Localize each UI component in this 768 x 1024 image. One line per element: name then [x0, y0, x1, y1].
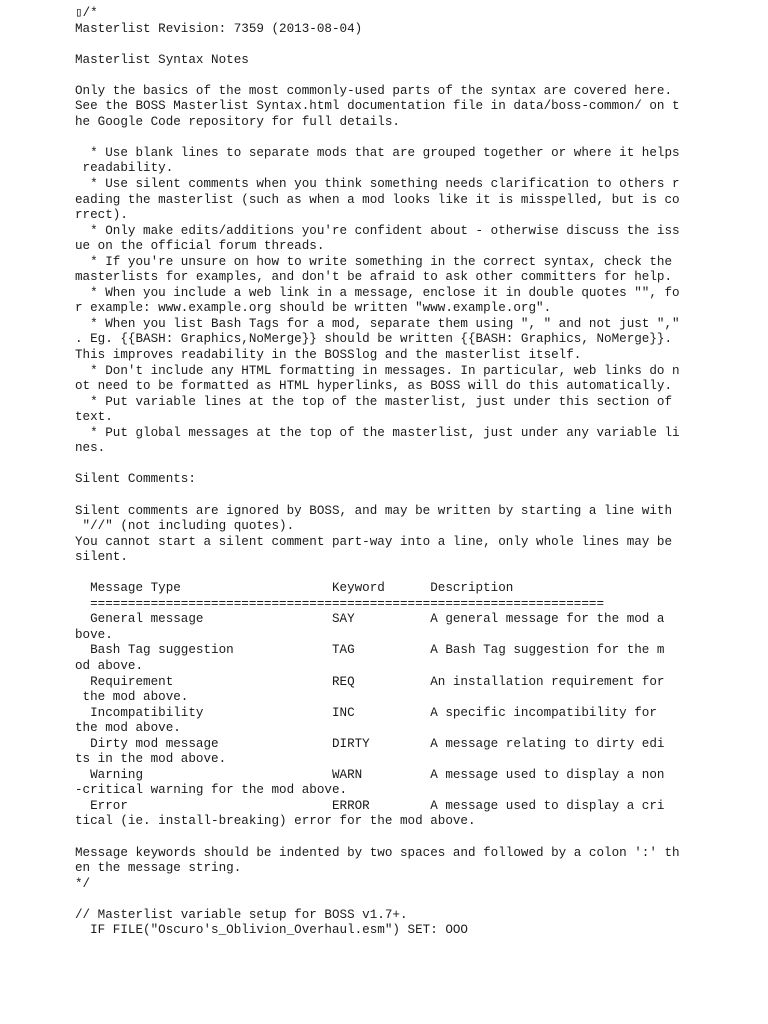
- text-line: . Eg. {{BASH: Graphics,NoMerge}} should be written {{BASH: Graphics, NoMerge}}.: [75, 332, 673, 347]
- text-line: readability.: [75, 161, 174, 176]
- text-line: "//" (not including quotes).: [75, 519, 295, 534]
- text-line: General message SAY A general message for the mod a: [75, 612, 665, 627]
- text-line: Warning WARN A message used to display a non: [75, 767, 665, 782]
- text-line: See the BOSS Masterlist Syntax.html documentation file in data/boss-common/ on t: [75, 99, 680, 114]
- text-line: * If you're unsure on how to write something in the correct syntax, check the: [75, 254, 673, 269]
- text-line: Silent Comments:: [75, 472, 196, 487]
- text-line: silent.: [75, 550, 128, 565]
- text-line: Message keywords should be indented by two spaces and followed by a colon ':' th: [75, 845, 680, 860]
- text-line: Message Type Keyword Description: [75, 581, 514, 596]
- text-line: ts in the mod above.: [75, 752, 227, 767]
- text-line: You cannot start a silent comment part-way into a line, only whole lines may be: [75, 534, 673, 549]
- text-line: * Only make edits/additions you're confident about - otherwise discuss the iss: [75, 223, 680, 238]
- text-line: the mod above.: [75, 690, 189, 705]
- text-line: * When you list Bash Tags for a mod, separate them using ", " and not just ",": [75, 316, 680, 331]
- text-line: nes.: [75, 441, 106, 456]
- text-line: ====================================================================: [75, 596, 605, 611]
- text-line: ▯/*: [75, 6, 98, 20]
- text-line: * Don't include any HTML formatting in messages. In particular, web links do n: [75, 363, 680, 378]
- masterlist-text: [75, 6, 755, 939]
- text-line: tical (ie. install-breaking) error for the mod above.: [75, 814, 476, 829]
- text-line: bove.: [75, 627, 113, 642]
- text-line: This improves readability in the BOSSlog and the masterlist itself.: [75, 348, 582, 363]
- text-line: ot need to be formatted as HTML hyperlinks, as BOSS will do this automatically.: [75, 379, 673, 394]
- text-line: Masterlist Revision: 7359 (2013-08-04): [75, 21, 363, 36]
- text-line: masterlists for examples, and don't be afraid to ask other committers for help.: [75, 270, 673, 285]
- text-line: IF FILE("Oscuro's_Oblivion_Overhaul.esm") SET: OOO: [75, 923, 468, 938]
- text-line: * Put variable lines at the top of the masterlist, just under this section of: [75, 394, 673, 409]
- text-line: // Masterlist variable setup for BOSS v1.7+.: [75, 907, 408, 922]
- text-line: [75, 130, 755, 146]
- text-line: [75, 892, 755, 908]
- text-line: r example: www.example.org should be written "www.example.org".: [75, 301, 552, 316]
- text-line: Error ERROR A message used to display a cri: [75, 798, 665, 813]
- text-line: * Use silent comments when you think something needs clarification to others r: [75, 177, 680, 192]
- text-line: Requirement REQ An installation requirement for: [75, 674, 665, 689]
- text-line: the mod above.: [75, 721, 181, 736]
- text-line: [75, 566, 755, 582]
- text-line: ue on the official forum threads.: [75, 239, 325, 254]
- text-line: text.: [75, 410, 113, 425]
- text-line: [75, 830, 755, 846]
- text-line: Bash Tag suggestion TAG A Bash Tag suggestion for the m: [75, 643, 665, 658]
- text-line: Silent comments are ignored by BOSS, and may be written by starting a line with: [75, 503, 673, 518]
- text-line: eading the masterlist (such as when a mod looks like it is misspelled, but is co: [75, 192, 680, 207]
- text-line: * Use blank lines to separate mods that are grouped together or where it helps: [75, 145, 680, 160]
- text-line: he Google Code repository for full details.: [75, 114, 400, 129]
- text-line: Incompatibility INC A specific incompatibility for: [75, 705, 657, 720]
- text-line: rrect).: [75, 208, 128, 223]
- text-line: */: [75, 876, 91, 891]
- text-line: -critical warning for the mod above.: [75, 783, 348, 798]
- text-line: en the message string.: [75, 861, 242, 876]
- text-line: Only the basics of the most commonly-used parts of the syntax are covered here.: [75, 83, 673, 98]
- text-line: [75, 488, 755, 504]
- text-line: Dirty mod message DIRTY A message relating to dirty edi: [75, 736, 665, 751]
- text-line: [75, 68, 755, 84]
- text-line: od above.: [75, 658, 144, 673]
- text-line: [75, 457, 755, 473]
- text-line: * Put global messages at the top of the masterlist, just under any variable li: [75, 425, 680, 440]
- text-line: * When you include a web link in a message, enclose it in double quotes "", fo: [75, 285, 680, 300]
- text-line: [75, 37, 755, 53]
- text-line: Masterlist Syntax Notes: [75, 52, 249, 67]
